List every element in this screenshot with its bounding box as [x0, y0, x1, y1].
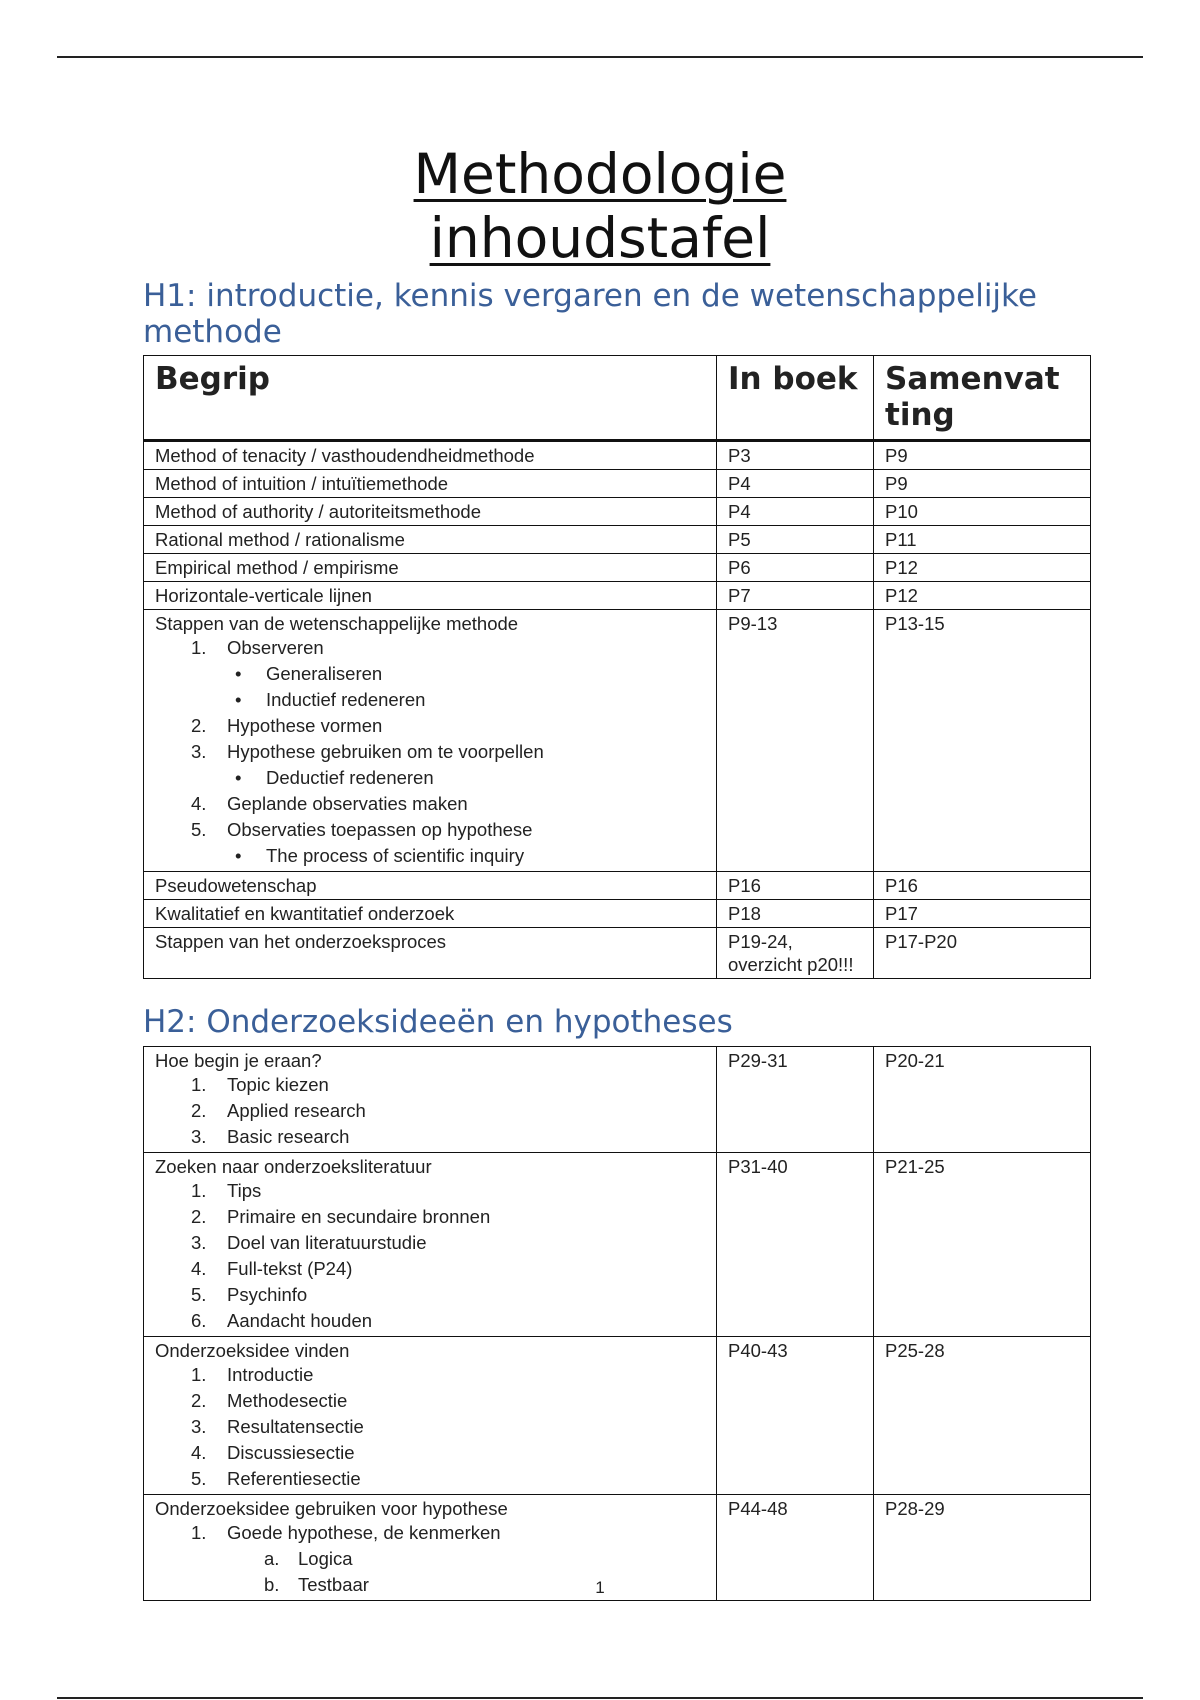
list-item: 2. Primaire en secundaire bronnen: [191, 1206, 491, 1227]
table-row: Horizontale-verticale lijnen P7 P12: [144, 582, 1091, 610]
table-row: Method of authority / autoriteitsmethode P4 P10: [144, 498, 1091, 526]
list-item: 3. Resultatensectie: [191, 1416, 364, 1437]
list-item: 1. Topic kiezen: [191, 1074, 329, 1095]
list-item: 1. Observeren: [191, 637, 324, 658]
document-title: Methodologie inhoudstafel: [413, 142, 787, 270]
list-item: 1. Tips: [191, 1180, 262, 1201]
column-header-samenvatting: Samenvat ting: [874, 356, 1091, 441]
list-item: • Generaliseren: [235, 663, 383, 684]
table-row: Stappen van de wetenschappelijke methode 1. Observeren • Generaliseren • Inductief redeneren 2. Hypothese vormen 3. Hypothese gebruiken om te voorpellen • Deductief redeneren 4. Geplande observaties maken 5. Observaties toepassen op hypothese • The process of scientific inquiry P9-13 P13-15: [144, 610, 1091, 872]
list-item: 3. Doel van literatuurstudie: [191, 1232, 427, 1253]
table-row: Stappen van het onderzoeksproces P19-24, overzicht p20!!! P17-P20: [144, 928, 1091, 979]
table-row: Pseudowetenschap P16 P16: [144, 872, 1091, 900]
list-item: 5. Psychinfo: [191, 1284, 308, 1305]
list-item: • Deductief redeneren: [235, 767, 434, 788]
list-item: a. Logica: [264, 1548, 353, 1569]
footer-rule: [57, 1697, 1143, 1699]
table-row: Rational method / rationalisme P5 P11: [144, 526, 1091, 554]
list-item: • Inductief redeneren: [235, 689, 426, 710]
list-item: 3. Basic research: [191, 1126, 350, 1147]
list-item: 4. Full-tekst (P24): [191, 1258, 353, 1279]
page-number: 1: [595, 1578, 605, 1597]
list-item: 1. Goede hypothese, de kenmerken: [191, 1522, 501, 1543]
list-item: 4. Geplande observaties maken: [191, 793, 468, 814]
table-row: Onderzoeksidee gebruiken voor hypothese 1. Goede hypothese, de kenmerken a. Logica b. Testbaar P44-48 P28-29: [144, 1495, 1091, 1601]
table-row: Empirical method / empirisme P6 P12: [144, 554, 1091, 582]
table-row: Method of tenacity / vasthoudendheidmethode P3 P9: [144, 441, 1091, 470]
column-header-in-boek: In boek: [717, 356, 874, 441]
table-row: Zoeken naar onderzoeksliteratuur 1. Tips 2. Primaire en secundaire bronnen 3. Doel van literatuurstudie 4. Full-tekst (P24) 5. Psychinfo 6. Aandacht houden P31-40 P21-25: [144, 1153, 1091, 1337]
header-rule: [57, 56, 1143, 58]
list-item: 2. Applied research: [191, 1100, 366, 1121]
steps-list: [155, 635, 706, 869]
section-heading-h2: H2: Onderzoeksideeën en hypotheses: [143, 1004, 733, 1040]
table-header-row: [144, 356, 1091, 441]
list-item: 5. Referentiesectie: [191, 1468, 361, 1489]
list-item: 5. Observaties toepassen op hypothese: [191, 819, 533, 840]
section-heading-h1: H1: introductie, kennis vergaren en de wetenschappelijke methode: [143, 278, 1037, 350]
list-item: 4. Discussiesectie: [191, 1442, 355, 1463]
table-row: Method of intuition / intuïtiemethode P4 P9: [144, 470, 1091, 498]
list-item: b. Testbaar: [264, 1574, 369, 1595]
list-item: • The process of scientific inquiry: [235, 845, 525, 866]
list-item: 1. Introductie: [191, 1364, 314, 1385]
list-item: 3. Hypothese gebruiken om te voorpellen: [191, 741, 544, 762]
table-row: Hoe begin je eraan? 1. Topic kiezen 2. Applied research 3. Basic research P29-31 P20-21: [144, 1047, 1091, 1153]
list-item: 6. Aandacht houden: [191, 1310, 373, 1331]
column-header-begrip: Begrip: [144, 356, 717, 441]
toc-table-h2: [143, 1046, 1091, 1601]
toc-table-h1: [143, 355, 1091, 979]
table-row: Kwalitatief en kwantitatief onderzoek P18 P17: [144, 900, 1091, 928]
list-item: 2. Methodesectie: [191, 1390, 348, 1411]
list-item: 2. Hypothese vormen: [191, 715, 383, 736]
table-row: Onderzoeksidee vinden 1. Introductie 2. Methodesectie 3. Resultatensectie 4. Discussiesectie 5. Referentiesectie P40-43 P25-28: [144, 1337, 1091, 1495]
